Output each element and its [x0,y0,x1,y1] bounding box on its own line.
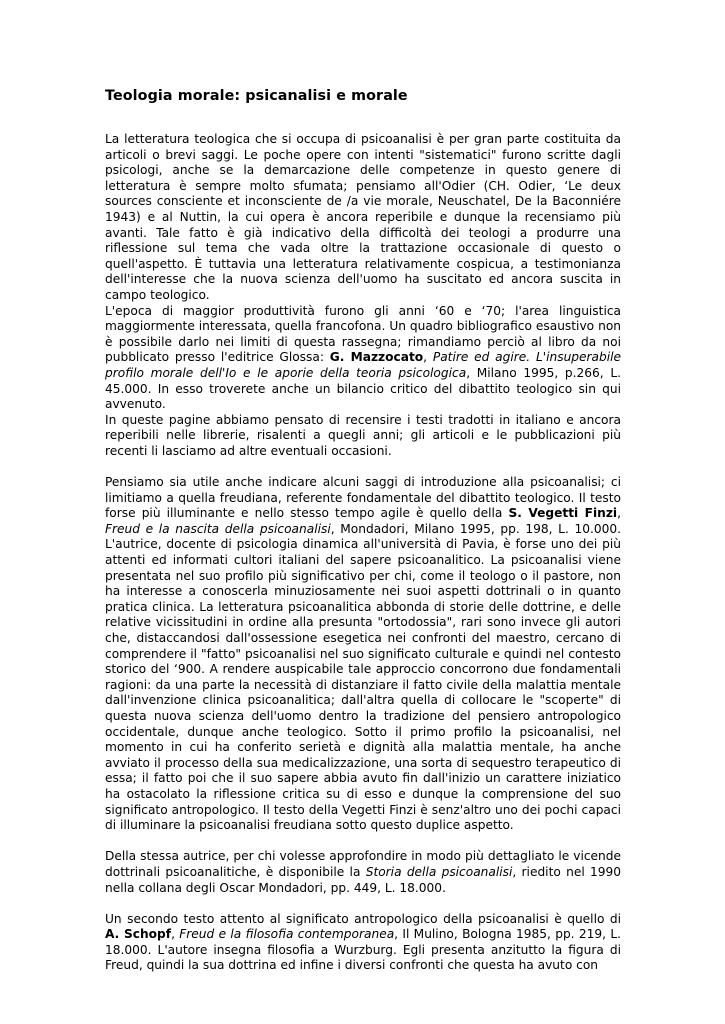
paragraph-2 [105,304,621,413]
separator: , [617,506,621,521]
paragraph-4 [105,475,621,834]
page-title: Teologia morale: psicanalisi e morale [105,88,408,104]
separator: , [171,927,180,942]
book-title: Freud e la nascita della psicoanalisi [105,521,331,536]
separator: , [423,350,433,365]
document-page [105,86,621,974]
paragraph-text: , Il Mulino, Bologna 1985, pp. 219, L. 18.000. L'autore insegna filosofia a Wurzburg. Egli presenta anzitutto la figura di Freud, quindi la sua dottrina ed infine i diversi confronti che questa ha avuto con [105,927,622,973]
author-name: S. Vegetti Finzi [508,506,618,521]
paragraph-text: Un secondo testo attento al significato antropologico della psicoanalisi è quello di [105,911,621,926]
book-title: Storia della psicoanalisi [365,864,513,879]
author-name: A. Schopf [105,927,172,942]
paragraph-6 [105,912,621,974]
paragraph-3 [105,413,621,460]
book-title: Patire ed agire. L'insuperabile profilo morale dell'Io e le aporie della teoria psicologica [105,350,622,380]
paragraph-1 [105,132,621,304]
paragraph-text: In queste pagine abbiamo pensato di recensire i testi tradotti in italiano e ancora reperibili nelle librerie, risalenti a quegli anni; gli articoli e le pubblicazioni più recenti li lasciamo ad altre eventuali occasioni. [105,412,621,458]
paragraph-text: L'epoca di maggior produttività furono gli anni ‘60 e ‘70; l'area linguistica maggiormente interessata, quella francofona. Un quadro bibliografico esaustivo non è possibile darlo nei limiti di questa rassegna; rimandiamo perciò al libro da noi pubblicato presso l'editrice Glossa: [105,303,621,365]
paragraph-text: , Milano 1995, p.266, L. 45.000. In esso troverete anche un bilancio critico del dibattito teologico sin qui avvenuto. [105,365,621,412]
paragraph-text: La letteratura teologica che si occupa di psicoanalisi è per gran parte costituita da articoli o brevi saggi. Le poche opere con intenti "sistematici" furono scritte dagli psicologi, anche se la demarcazione delle competenze in questo genere di letteratura è sempre molto sfumata; pensiamo all'Odier (CH. Odier, ‘Le deux sources consciente et inconsciente de /a vie morale, Neuschatel, De la Baconniére 1943) e al Nuttin, la cui opera è ancora reperibile e dunque la recensiamo più avanti. Tale fatto è già indicativo della difficoltà dei teologi a produrre una riflessione sul tema che vada oltre la trattazione occasionale di questo o quell'aspetto. È tuttavia una letteratura relativamente cospicua, a testimonianza dell'interesse che la nuova scienza dell'uomo ha suscitato ed ancora suscita in campo teologico. [105,132,621,302]
book-title: Freud e la filosofia contemporanea [179,927,395,942]
paragraph-text: , riedito nel 1990 nella collana degli Oscar Mondadori, pp. 449, L. 18.000. [105,864,622,895]
document-body [105,132,621,974]
paragraph-text: , Mondadori, Milano 1995, pp. 198, L. 10.000. L'autrice, docente di psicologia dinamica all'università di Pavia, è forse uno dei più attenti ed informati cultori italiani del sapere psicoanalitico. La psicoanalisi viene presentata nel suo profilo più significativo per chi, come il teologo o il pastore, non ha interesse a conoscerla minuziosamente nei suoi aspetti dottrinali o in quanto pratica clinica. La letteratura psicoanalitica abbonda di storie delle dottrine, e delle relative vicissitudini in ordine alla presunta "ortodossia", rari sono invece gli autori che, distaccandosi dall'ossessione esegetica nei confronti del maestro, cercano di comprendere il "fatto" psicoanalisi nel suo significato culturale e quindi nel contesto storico del ‘900. A rendere auspicabile tale approccio concorrono due fondamentali ragioni: da una parte la necessità di distanziare il fatto civile della malattia mentale dall'invenzione clinica psicoanalitica; dall'altra quella di collocare le "scoperte" di questa nuova scienza dell'uomo dentro la tradizione del pensiero antropologico occidentale, dunque anche teologico. Sotto il primo profilo la psicoanalisi, nel momento in cui ha conferito serietà e dignità alla malattia mentale, ha anche avviato il processo della sua medicalizzazione, una sorta di sequestro terapeutico di essa; il fatto poi che il suo sapere abbia avuto fin dall'inizio un carattere iniziatico ha ostacolato la riflessione critica su di esso e dunque la comprensione del suo significato antropologico. Il testo della Vegetti Finzi è senz'altro uno dei pochi capaci di illuminare la psicoanalisi freudiana sotto questo duplice aspetto. [105,521,621,833]
paragraph-text: Pensiamo sia utile anche indicare alcuni saggi di introduzione alla psicoanalisi; ci limitiamo a quella freudiana, referente fondamentale del dibattito teologico. Il testo forse più illuminante e nello stesso tempo agile è quello della [105,475,621,521]
paragraph-5 [105,849,621,896]
paragraph-text: Della stessa autrice, per chi volesse approfondire in modo più dettagliato le vicende dottrinali psicoanalitiche, è disponibile la [105,849,621,879]
author-name: G. Mazzocato [329,350,424,365]
